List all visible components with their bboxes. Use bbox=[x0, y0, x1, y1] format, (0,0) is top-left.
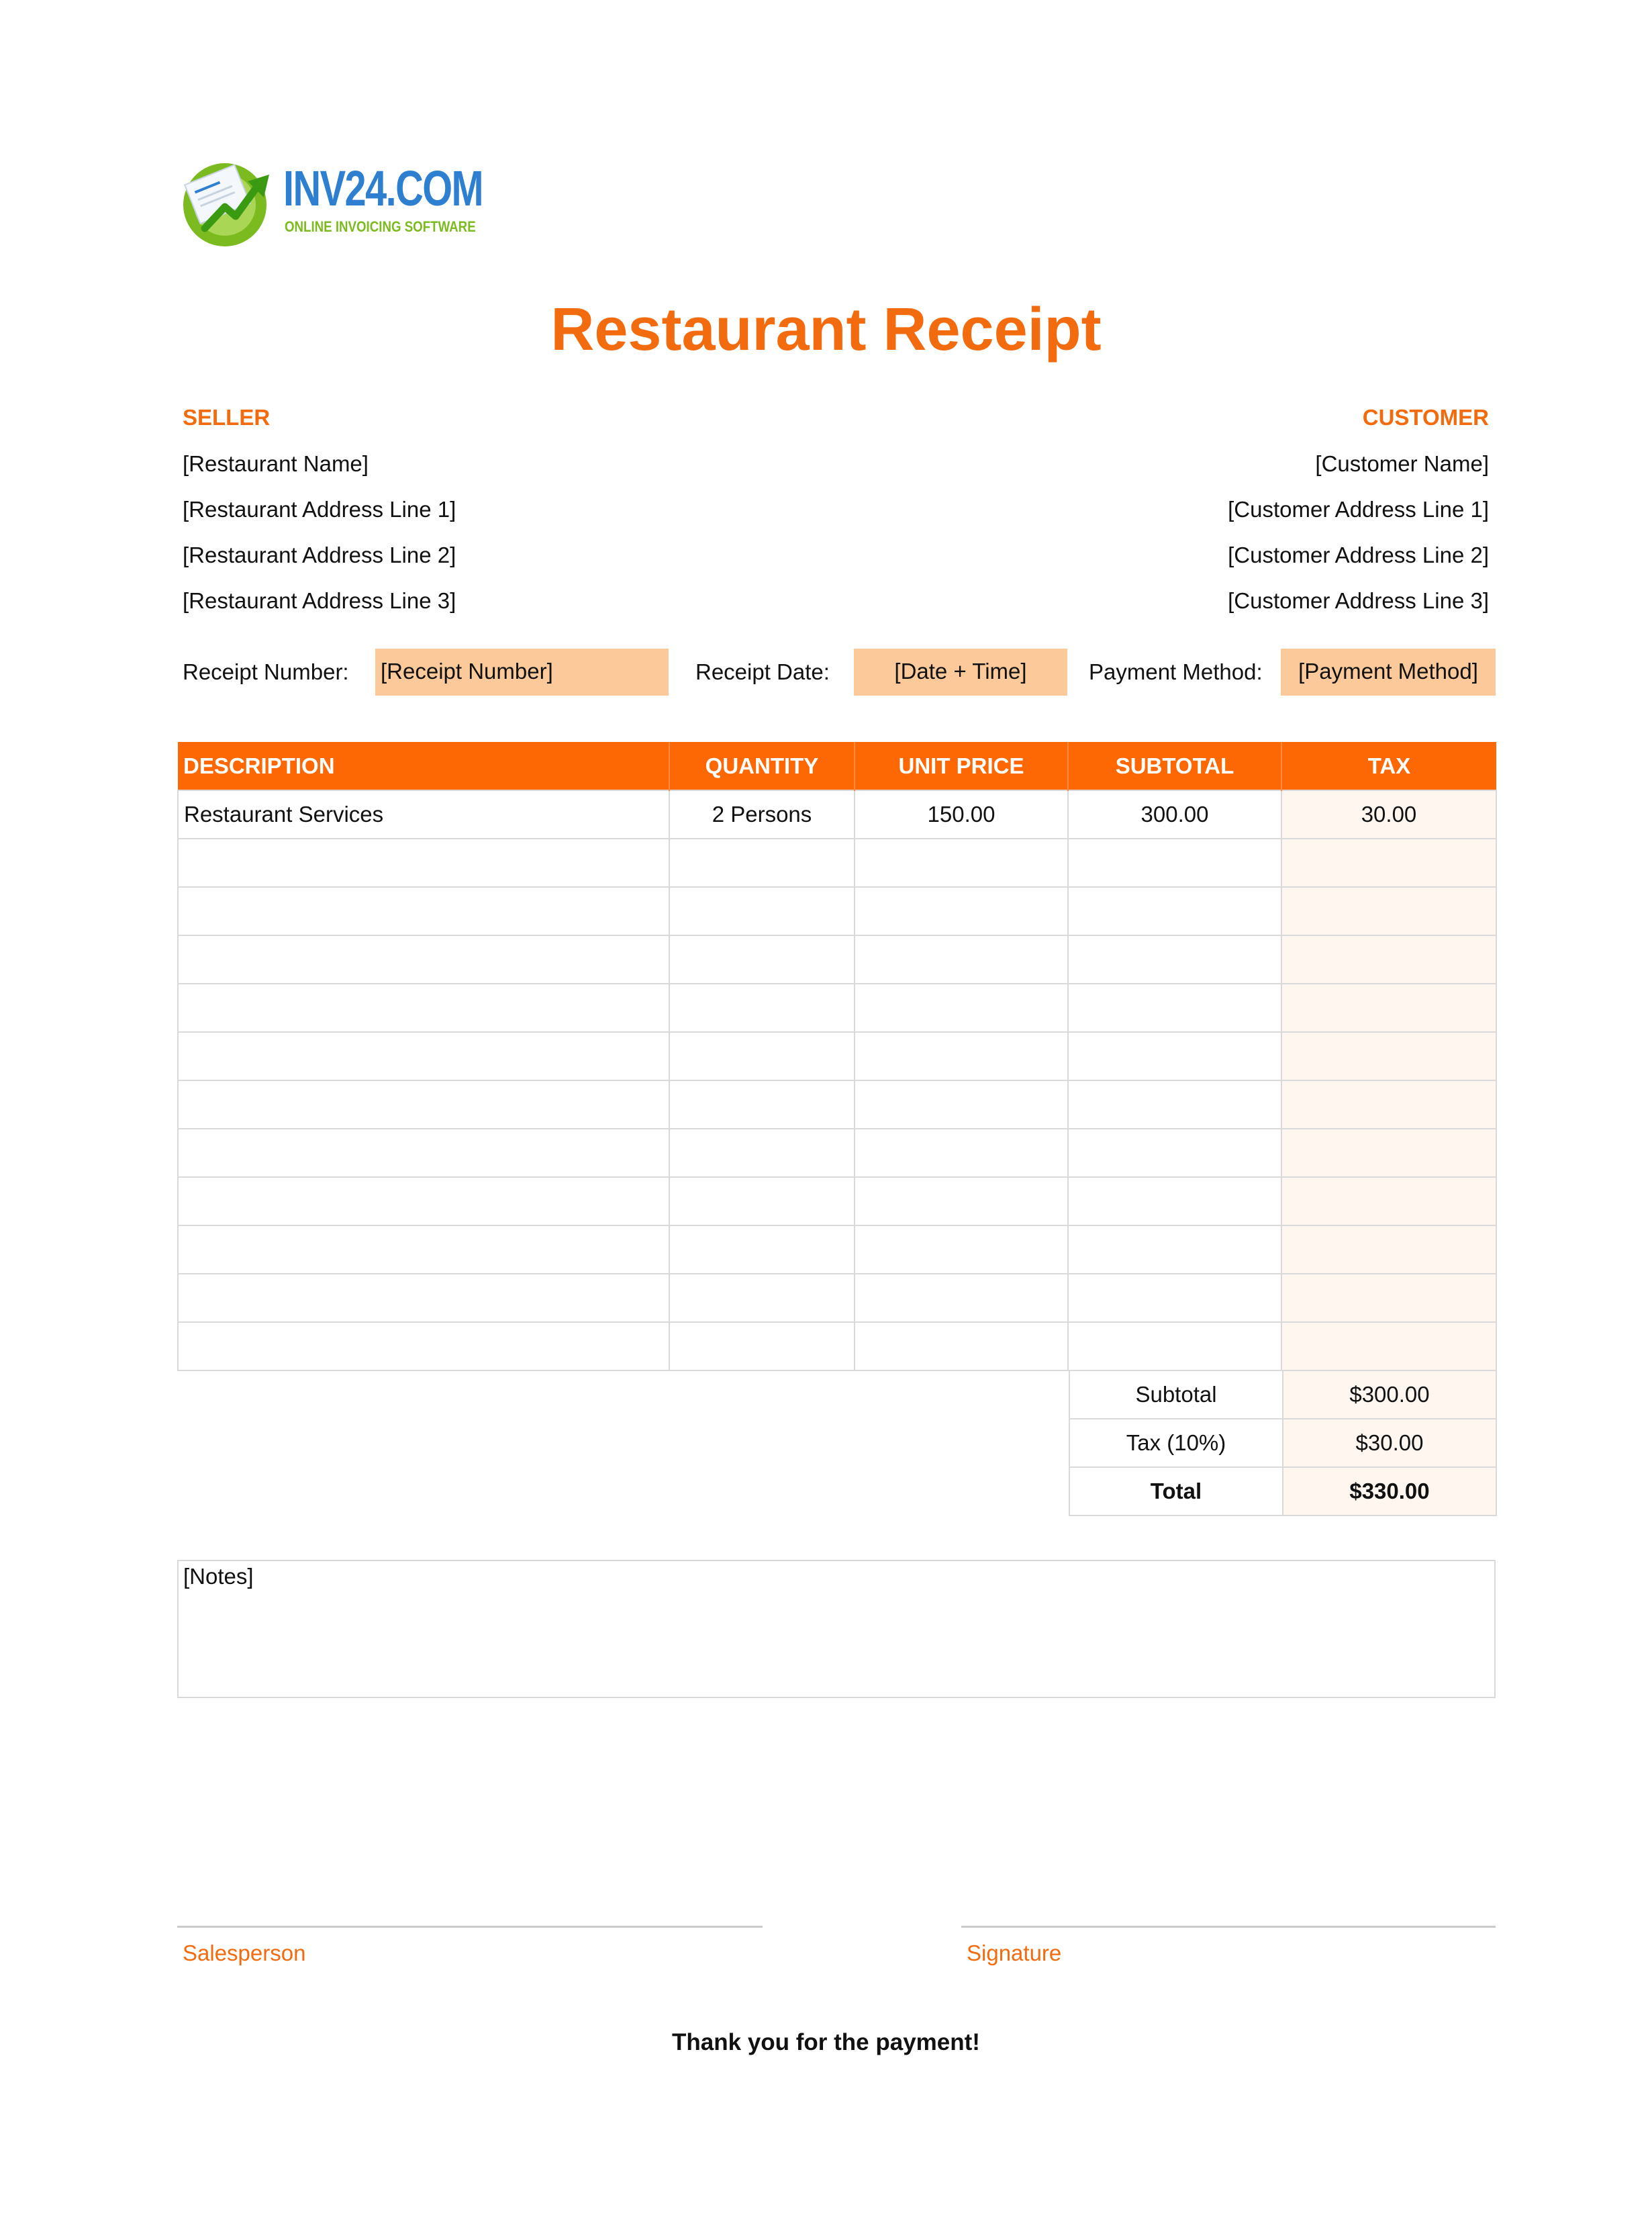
receipt-date-field[interactable]: [Date + Time] bbox=[854, 649, 1067, 696]
seller-address-line-1: [Restaurant Address Line 1] bbox=[183, 497, 456, 522]
column-header-quantity: QUANTITY bbox=[669, 742, 855, 790]
cell-description[interactable] bbox=[178, 1274, 669, 1322]
cell-tax[interactable] bbox=[1281, 1322, 1496, 1370]
seller-name: [Restaurant Name] bbox=[183, 451, 369, 476]
salesperson-signature-line bbox=[177, 1926, 763, 1928]
cell-subtotal[interactable] bbox=[1068, 1177, 1281, 1225]
cell-quantity[interactable] bbox=[669, 935, 855, 984]
cell-quantity[interactable] bbox=[669, 1274, 855, 1322]
table-row bbox=[178, 1032, 1496, 1080]
cell-unit-price[interactable] bbox=[855, 1080, 1068, 1129]
tax-value[interactable]: $30.00 bbox=[1283, 1419, 1496, 1467]
customer-name: [Customer Name] bbox=[1315, 451, 1489, 476]
items-table bbox=[177, 742, 1497, 1371]
tax-row bbox=[1069, 1419, 1496, 1467]
total-label: Total bbox=[1069, 1467, 1283, 1515]
cell-unit-price[interactable] bbox=[855, 1322, 1068, 1370]
cell-tax[interactable] bbox=[1281, 1032, 1496, 1080]
totals-table bbox=[1069, 1370, 1497, 1516]
table-row bbox=[178, 1129, 1496, 1177]
cell-description[interactable] bbox=[178, 1225, 669, 1274]
thank-you-message: Thank you for the payment! bbox=[672, 2029, 980, 2055]
signature-line bbox=[961, 1926, 1496, 1928]
cell-subtotal[interactable] bbox=[1068, 935, 1281, 984]
customer-heading: CUSTOMER bbox=[1362, 405, 1489, 430]
cell-unit-price[interactable] bbox=[855, 1032, 1068, 1080]
total-row bbox=[1069, 1467, 1496, 1515]
table-row bbox=[178, 790, 1496, 839]
notes-text: [Notes] bbox=[183, 1564, 254, 1589]
column-header-unit-price: UNIT PRICE bbox=[855, 742, 1068, 790]
column-header-tax: TAX bbox=[1281, 742, 1496, 790]
cell-unit-price[interactable] bbox=[855, 839, 1068, 887]
notes-field[interactable] bbox=[177, 1560, 1496, 1698]
receipt-number-label: Receipt Number: bbox=[183, 659, 349, 684]
cell-description[interactable] bbox=[178, 887, 669, 935]
customer-address-line-3: [Customer Address Line 3] bbox=[1228, 588, 1489, 613]
tax-label: Tax (10%) bbox=[1069, 1419, 1283, 1467]
cell-tax[interactable] bbox=[1281, 1080, 1496, 1129]
cell-tax[interactable] bbox=[1281, 935, 1496, 984]
table-row bbox=[178, 839, 1496, 887]
cell-description[interactable] bbox=[178, 1129, 669, 1177]
payment-method-label: Payment Method: bbox=[1089, 659, 1263, 684]
cell-unit-price[interactable]: 150.00 bbox=[855, 790, 1068, 839]
subtotal-row bbox=[1069, 1370, 1496, 1419]
customer-address-line-1: [Customer Address Line 1] bbox=[1228, 497, 1489, 522]
cell-subtotal[interactable] bbox=[1068, 1080, 1281, 1129]
cell-subtotal[interactable] bbox=[1068, 887, 1281, 935]
cell-description[interactable]: Restaurant Services bbox=[178, 790, 669, 839]
receipt-number-field[interactable]: [Receipt Number] bbox=[375, 649, 669, 696]
cell-quantity[interactable]: 2 Persons bbox=[669, 790, 855, 839]
seller-address-line-2: [Restaurant Address Line 2] bbox=[183, 543, 456, 567]
table-row bbox=[178, 1225, 1496, 1274]
document-title: Restaurant Receipt bbox=[550, 296, 1102, 363]
table-row bbox=[178, 887, 1496, 935]
cell-tax[interactable] bbox=[1281, 1225, 1496, 1274]
cell-tax[interactable] bbox=[1281, 1177, 1496, 1225]
cell-description[interactable] bbox=[178, 839, 669, 887]
cell-tax[interactable]: 30.00 bbox=[1281, 790, 1496, 839]
column-header-subtotal: SUBTOTAL bbox=[1068, 742, 1281, 790]
table-row bbox=[178, 1274, 1496, 1322]
cell-quantity[interactable] bbox=[669, 1032, 855, 1080]
table-row bbox=[178, 1322, 1496, 1370]
cell-description[interactable] bbox=[178, 935, 669, 984]
cell-quantity[interactable] bbox=[669, 1080, 855, 1129]
signature-label: Signature bbox=[967, 1941, 1062, 1965]
payment-method-field[interactable]: [Payment Method] bbox=[1281, 649, 1496, 696]
cell-tax[interactable] bbox=[1281, 1274, 1496, 1322]
table-row bbox=[178, 935, 1496, 984]
cell-unit-price[interactable] bbox=[855, 1225, 1068, 1274]
salesperson-label: Salesperson bbox=[183, 1941, 306, 1965]
cell-subtotal[interactable] bbox=[1068, 1322, 1281, 1370]
logo-tagline: ONLINE INVOICING SOFTWARE bbox=[285, 218, 476, 235]
cell-quantity[interactable] bbox=[669, 887, 855, 935]
cell-quantity[interactable] bbox=[669, 1225, 855, 1274]
cell-unit-price[interactable] bbox=[855, 935, 1068, 984]
cell-subtotal[interactable] bbox=[1068, 1274, 1281, 1322]
cell-description[interactable] bbox=[178, 1322, 669, 1370]
cell-unit-price[interactable] bbox=[855, 984, 1068, 1032]
cell-description[interactable] bbox=[178, 1177, 669, 1225]
subtotal-label: Subtotal bbox=[1069, 1370, 1283, 1419]
cell-description[interactable] bbox=[178, 1080, 669, 1129]
cell-tax[interactable] bbox=[1281, 1129, 1496, 1177]
cell-unit-price[interactable] bbox=[855, 1129, 1068, 1177]
logo-wordmark: INV24.COM bbox=[283, 160, 483, 216]
cell-subtotal[interactable] bbox=[1068, 984, 1281, 1032]
cell-subtotal[interactable] bbox=[1068, 1032, 1281, 1080]
total-value[interactable]: $330.00 bbox=[1283, 1467, 1496, 1515]
cell-quantity[interactable] bbox=[669, 984, 855, 1032]
table-row bbox=[178, 1177, 1496, 1225]
cell-quantity[interactable] bbox=[669, 839, 855, 887]
cell-tax[interactable] bbox=[1281, 984, 1496, 1032]
cell-tax[interactable] bbox=[1281, 887, 1496, 935]
cell-unit-price[interactable] bbox=[855, 887, 1068, 935]
cell-subtotal[interactable] bbox=[1068, 839, 1281, 887]
receipt-date-label: Receipt Date: bbox=[695, 659, 830, 684]
logo-emblem-icon bbox=[178, 154, 279, 248]
cell-subtotal[interactable]: 300.00 bbox=[1068, 790, 1281, 839]
seller-address-line-3: [Restaurant Address Line 3] bbox=[183, 588, 456, 613]
cell-subtotal[interactable] bbox=[1068, 1129, 1281, 1177]
cell-quantity[interactable] bbox=[669, 1177, 855, 1225]
company-logo bbox=[178, 154, 483, 248]
subtotal-value[interactable]: $300.00 bbox=[1283, 1370, 1496, 1419]
cell-description[interactable] bbox=[178, 984, 669, 1032]
table-row bbox=[178, 1080, 1496, 1129]
cell-unit-price[interactable] bbox=[855, 1177, 1068, 1225]
column-header-description: DESCRIPTION bbox=[178, 742, 669, 790]
cell-subtotal[interactable] bbox=[1068, 1225, 1281, 1274]
table-header-row bbox=[178, 742, 1496, 790]
cell-tax[interactable] bbox=[1281, 839, 1496, 887]
cell-unit-price[interactable] bbox=[855, 1274, 1068, 1322]
cell-description[interactable] bbox=[178, 1032, 669, 1080]
cell-quantity[interactable] bbox=[669, 1322, 855, 1370]
cell-quantity[interactable] bbox=[669, 1129, 855, 1177]
customer-address-line-2: [Customer Address Line 2] bbox=[1228, 543, 1489, 567]
seller-heading: SELLER bbox=[183, 405, 271, 430]
table-row bbox=[178, 984, 1496, 1032]
